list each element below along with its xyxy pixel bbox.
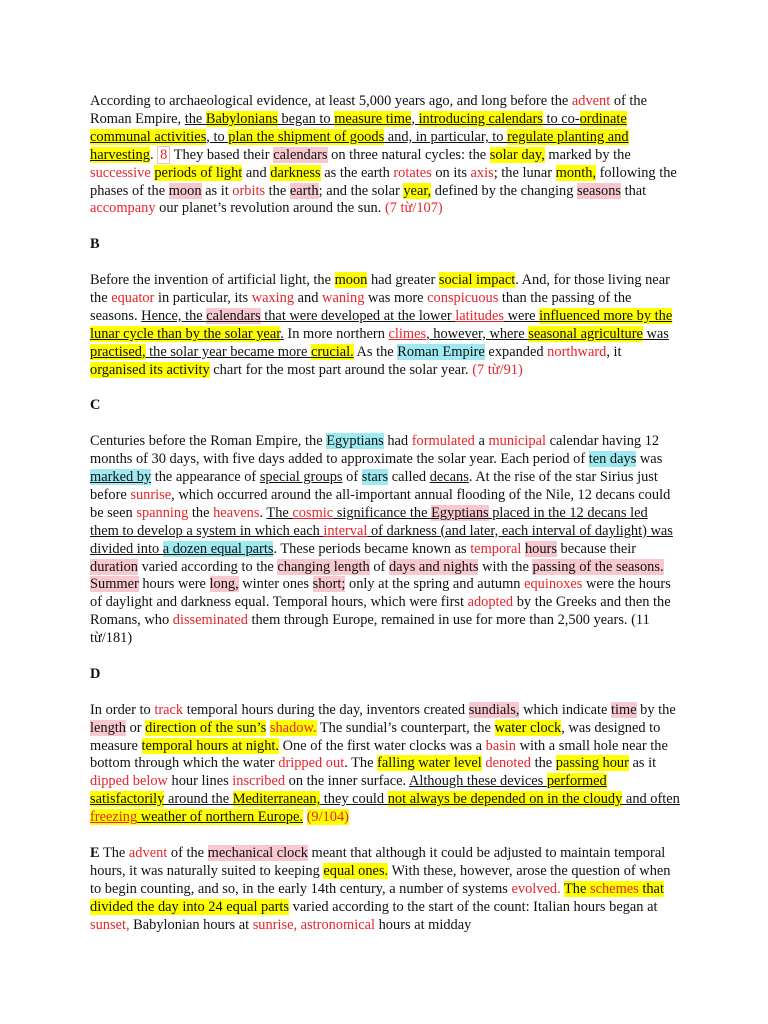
text-run: not always be depended on in the cloudy [387,791,623,808]
text-run: sundials, [468,701,520,718]
text-run: social impact [438,272,516,289]
text-run: calendars [273,146,328,163]
text-run: than the passing of the seasons. [90,289,632,324]
text-run: . [280,325,284,342]
text-run: significance the [333,504,432,521]
text-run: calendar having 12 months of 30 days, with five days added to approximate the solar year. Each period of [90,433,660,468]
text-run: organised its activity [90,361,210,378]
text-run: Roman Empire [397,343,485,360]
text-run: temporal hours during the day, inventors created [183,701,469,718]
text-run: following the phases of the [90,164,677,199]
text-run: as it [628,755,657,772]
text-run: passing of the seasons. [532,558,664,575]
text-run: stars [361,468,389,485]
text-run: Hence, the [141,307,207,324]
text-run: conspicuous [427,289,499,306]
text-run: direction of the sun’s [145,719,267,736]
text-run: were the hours of daylight and darkness equal. Temporal hours, which were first [90,576,671,611]
text-run: and [294,289,323,306]
text-run: Summer [90,576,139,593]
text-run: temporal hours at night. [141,737,280,754]
text-run: climes [388,325,427,342]
paragraph-c [90,433,680,648]
text-run: water clock [494,719,562,736]
text-run: that divided the day into 24 equal parts [90,880,664,915]
text-run: municipal [488,433,547,450]
text-run: by the Greeks and then the Romans, who [90,594,671,629]
text-run: introducing calendars [418,110,543,127]
text-run: . At the rise of the star Sirius just before [90,468,658,503]
text-run: equinoxes [524,576,583,593]
text-run: inscribed [232,773,286,790]
paragraph-d [90,702,680,827]
text-run: spanning [136,504,189,521]
text-run: to co- [542,110,580,127]
text-run: (9/104) [306,809,349,826]
text-run: According to archaeological evidence, at least 5,000 years ago, and long before the [90,93,572,109]
text-run: were [504,307,540,324]
text-run: adopted [467,594,514,611]
text-run: on its [431,164,471,181]
text-run: decans [429,468,469,485]
text-run: interval [323,522,368,539]
text-run: the [265,182,290,199]
text-run: because their [556,540,637,557]
text-run: as the earth [320,164,394,181]
text-run: was [642,325,669,342]
text-run: mechanical clock [207,844,308,861]
text-run: (7 từ/107) [384,200,443,217]
text-run: the solar year became more [145,343,311,360]
text-run: rotates [393,164,432,181]
text-run: advent [571,93,611,109]
text-run: length [90,719,126,736]
text-run: seasonal agriculture [528,325,643,342]
text-run: Before the invention of artificial light, the [90,272,335,289]
text-run: which indicate [519,701,611,718]
text-run: marked by [90,468,152,485]
text-run: Centuries before the Roman Empire, the [90,433,327,450]
text-run: that were developed at the lower [260,307,456,324]
text-run: began to [277,110,335,127]
text-run: Although these devices [408,773,547,790]
text-run: on the inner surface. [285,773,409,790]
text-run: Egyptians [431,504,489,521]
text-run: of the [167,844,208,861]
text-run: falling water level [377,755,482,772]
text-run: around the [164,791,233,808]
heading-c: C [90,397,101,414]
text-run: seasons [577,182,621,199]
text-run: advent [128,844,168,861]
text-run: 8 [157,146,170,164]
text-run: disseminated [172,612,248,629]
text-run: , to [206,128,229,145]
text-run: a dozen equal parts [162,540,274,557]
text-run: They based their [170,146,274,163]
text-run: hours [524,540,557,557]
text-run: marked by the [544,146,631,163]
text-run: hours were [138,576,210,593]
text-run: equal ones. [323,862,389,879]
text-run: track [154,701,184,718]
text-run: basin [485,737,517,754]
text-run: periods of light [154,164,243,181]
text-run: the [530,755,556,772]
text-run: As the [353,343,398,360]
text-run: The [564,880,590,897]
heading-e: E [90,844,100,861]
text-run: denoted [485,755,531,772]
text-run: shadow. [269,719,317,736]
text-run: earth [289,182,319,199]
text-run: changing length [277,558,370,575]
text-run: , [411,110,419,127]
text-run: placed in the 12 decans led them to develop a system in which each [90,504,648,539]
text-run: days and nights [388,558,479,575]
paragraph-a [90,93,680,218]
text-run: measure time [334,110,412,127]
text-run: year, [403,182,432,199]
text-run: Mediterranean, [232,791,321,808]
text-run: , was designed to measure [90,719,661,754]
text-run: chart for the most part around the solar year. [209,361,473,378]
text-run: formulated [411,433,475,450]
text-run: that [621,182,647,199]
text-run: ten days [588,451,637,468]
text-run: practised, [90,343,146,360]
text-run: influenced more by the lunar cycle than by the solar year [90,307,673,342]
text-run: and, in particular, to [384,128,508,145]
text-run: ; the lunar [493,164,556,181]
text-run: . [149,146,158,163]
text-run: a [474,433,489,450]
text-run: hour lines [167,773,233,790]
text-run: waning [322,289,365,306]
text-run: axis [470,164,494,181]
text-run: . The [344,755,378,772]
text-run: crucial. [310,343,354,360]
text-run: weather of northern Europe. [137,809,303,826]
text-run: was more [364,289,428,306]
text-run: heavens [213,504,260,521]
text-run: short; [312,576,346,593]
text-run: ; and the solar [318,182,404,199]
text-run: darkness [270,164,321,181]
text-run: Babylonian hours at [129,916,253,933]
text-run: The [266,504,293,521]
text-run: winter ones [238,576,313,593]
text-run: performed satisfactorily [90,773,607,808]
text-run: sunrise, [252,916,298,933]
text-run: astronomical [300,916,376,933]
text-run: sunset, [90,916,130,933]
text-run: latitudes [455,307,504,324]
text-run: northward [547,343,607,360]
document-body [90,93,680,952]
text-run: duration [90,558,138,575]
text-run: , it [606,343,622,360]
paragraph-b [90,272,680,379]
text-run: month, [555,164,597,181]
text-run: In order to [90,701,155,718]
text-run: them through Europe, remained in use for more than 2,500 years. (11 từ/181) [90,612,650,647]
text-run: calendars [206,307,261,324]
text-run: evolved. [511,880,561,897]
text-run: freezing [90,809,138,826]
text-run: was [636,451,663,468]
text-run: and [242,164,271,181]
text-run: solar day, [489,146,545,163]
text-run: moon [334,272,368,289]
text-run: successive [90,164,151,181]
text-run: (7 từ/91) [472,361,523,378]
text-run: The [99,844,129,861]
text-run: as it [201,182,233,199]
text-run: with the [478,558,533,575]
text-run: schemes [590,880,639,897]
text-run: of darkness (and later, each interval of daylight) was divided into [90,522,673,557]
text-run: sunrise [130,486,172,503]
text-run: varied according to the [137,558,278,575]
text-run: Egyptians [326,433,384,450]
text-run: cosmic [292,504,334,521]
text-run: orbits [232,182,266,199]
text-run: dipped below [90,773,168,790]
text-run: long, [209,576,239,593]
paragraph-e [90,845,680,935]
text-run: on three natural cycles: the [327,146,490,163]
paragraph-e-text [90,845,670,933]
text-run: defined by the changing [431,182,578,199]
text-run: of [369,558,389,575]
text-run: ordinate communal activities [90,110,627,145]
text-run: of [342,468,362,485]
text-run: The sundial’s counterpart, the [316,719,495,736]
text-run: varied according to the start of the count: Italian hours began at [289,898,658,915]
text-run: our planet’s revolution around the sun. [155,200,385,217]
text-run: of the Roman Empire, [90,93,648,127]
text-run: expanded [484,343,548,360]
text-run: accompany [90,200,156,217]
text-run: the [184,110,206,127]
text-run: the appearance of [151,468,260,485]
heading-d: D [90,665,101,682]
text-run: had [383,433,412,450]
text-run: equator [111,289,155,306]
text-run: hours at midday [375,916,472,933]
text-run: meant that although it could be adjusted to maintain temporal hours, it was naturally suited to keeping [90,844,666,879]
text-run: dripped out [278,755,345,772]
text-run: the [188,504,214,521]
text-run: , however, where [426,325,529,342]
text-run: regulate planting and harvesting [90,128,629,163]
text-run: temporal [470,540,522,557]
text-run: With these, however, arose the question of when to begin counting, and so, in the early 14th century, a number of systems [90,862,671,897]
text-run: . These periods became known as [273,540,471,557]
text-run: called [388,468,430,485]
text-run: moon [168,182,202,199]
text-run: In more northern [283,325,389,342]
heading-b: B [90,236,100,253]
text-run: . And, for those living near the [90,272,670,306]
text-run: or [125,719,146,736]
text-run: Babylonians [205,110,278,127]
text-run: passing hour [555,755,629,772]
text-run: plan the shipment of goods [228,128,385,145]
text-run: and often [622,791,680,808]
text-run: they could [320,791,388,808]
text-run: only at the spring and autumn [345,576,525,593]
text-run: by the [636,701,676,718]
text-run: waxing [251,289,295,306]
text-run: with a small hole near the bottom through which the water [90,737,668,772]
text-run: . [259,504,267,521]
text-run: time [611,701,637,718]
text-run: , which occurred around the all-important annual flooding of the Nile, 12 decans could be seen [90,486,671,521]
text-run: had greater [367,272,439,289]
text-run: special groups [259,468,343,485]
text-run: in particular, its [154,289,252,306]
text-run: One of the first water clocks was a [279,737,486,754]
